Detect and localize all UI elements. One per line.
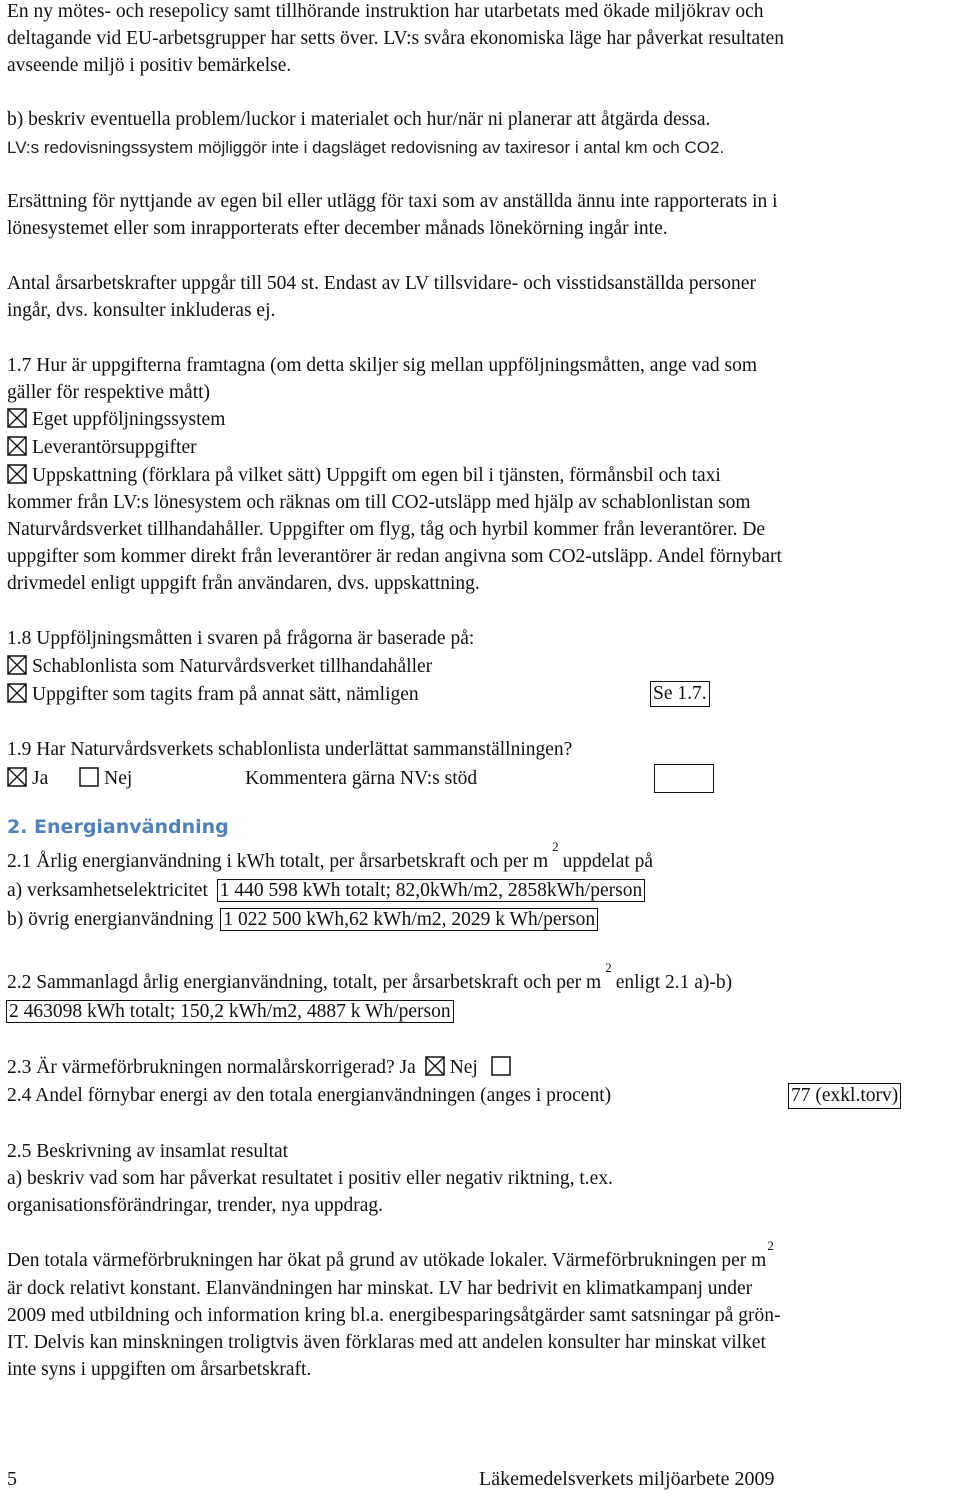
checkbox-checked-icon[interactable] bbox=[7, 408, 27, 428]
checkbox-checked-icon[interactable] bbox=[7, 767, 27, 787]
q24-text: 2.4 Andel förnybar energi av den totala energianvändningen (anges i procent) bbox=[7, 1085, 612, 1106]
q17-cont-2: Naturvårdsverket tillhandahåller. Uppgifter om flyg, tåg och hyrbil kommer från leverantörer. De bbox=[7, 519, 766, 540]
final-line-4: IT. Delvis kan minskningen troligtvis även förklaras med att andelen konsulter har minskat vilket bbox=[7, 1332, 766, 1353]
q22-line-1-text: 2.2 Sammanlagd årlig energianvändning, totalt, per årsarbetskraft och per m bbox=[7, 972, 602, 993]
answer-b-line: LV:s redovisningssystem möjliggör inte i dagsläget redovisning av taxiresor i antal km och CO2. bbox=[7, 138, 725, 157]
q22-line-1 bbox=[7, 960, 733, 996]
q21-b-value-field[interactable]: 1 022 500 kWh,62 kWh/m2, 2029 k Wh/person bbox=[220, 908, 598, 931]
q21-b-row bbox=[7, 908, 598, 932]
q21-line-1 bbox=[7, 839, 654, 875]
intro-line-3: avseende miljö i positiv bemärkelse. bbox=[7, 55, 292, 76]
checkbox-empty-icon[interactable] bbox=[79, 767, 99, 787]
final-line-1-text: Den totala värmeförbrukningen har ökat på grund av utökade lokaler. Värmeförbrukningen per m bbox=[7, 1250, 767, 1271]
final-line-5: inte syns i uppgiften om årsarbetskraft. bbox=[7, 1359, 312, 1380]
checkbox-checked-icon[interactable] bbox=[425, 1056, 445, 1076]
q17-line-2: gäller för respektive mått) bbox=[7, 382, 211, 403]
checkbox-checked-icon[interactable] bbox=[7, 655, 27, 675]
q17-option-3-label: Uppskattning (förklara på vilket sätt) Uppgift om egen bil i tjänsten, förmånsbil och taxi bbox=[32, 465, 721, 486]
q18-answer-field[interactable]: Se 1.7. bbox=[650, 681, 710, 707]
q22-value-row bbox=[7, 1000, 454, 1024]
footer-title: Läkemedelsverkets miljöarbete 2009 bbox=[479, 1468, 775, 1490]
antal-line-2: ingår, dvs. konsulter inkluderas ej. bbox=[7, 300, 276, 321]
final-line-1 bbox=[7, 1238, 778, 1274]
q23-nej-label: Nej bbox=[449, 1057, 478, 1078]
q19-nej-label: Nej bbox=[104, 768, 133, 789]
q19-comment-field[interactable] bbox=[654, 764, 714, 793]
q21-line-1-tail: uppdelat på bbox=[562, 851, 654, 872]
q25-line-2: a) beskriv vad som har påverkat resultatet i positiv eller negativ riktning, t.ex. bbox=[7, 1168, 613, 1189]
question-b-line: b) beskriv eventuella problem/luckor i materialet och hur/när ni planerar att åtgärda dessa. bbox=[7, 109, 711, 130]
q25-line-1: 2.5 Beskrivning av insamlat resultat bbox=[7, 1141, 289, 1162]
q17-cont-1: kommer från LV:s lönesystem och räknas om till CO2-utsläpp med hjälp av schablonlistan som bbox=[7, 492, 751, 513]
q17-line-1: 1.7 Hur är uppgifterna framtagna (om detta skiljer sig mellan uppföljningsmåtten, ange vad som bbox=[7, 355, 758, 376]
q18-line-1: 1.8 Uppföljningsmåtten i svaren på frågorna är baserade på: bbox=[7, 628, 475, 649]
intro-line-2: deltagande vid EU-arbetsgrupper har setts över. LV:s svåra ekonomiska läge har påverkat resultaten bbox=[7, 28, 785, 49]
q19-line-1: 1.9 Har Naturvårdsverkets schablonlista underlättat sammanställningen? bbox=[7, 739, 573, 760]
superscript-2: 2 bbox=[552, 839, 559, 854]
q17-cont-4: drivmedel enligt uppgift från användaren, dvs. uppskattning. bbox=[7, 573, 480, 594]
q18-option-1-label: Schablonlista som Naturvårdsverket tillhandahåller bbox=[32, 656, 433, 677]
q19-ja-label: Ja bbox=[32, 768, 49, 789]
q23-text: 2.3 Är värmeförbrukningen normalårskorrigerad? Ja bbox=[7, 1057, 416, 1078]
final-line-2: är dock relativt konstant. Elanvändningen har minskat. LV har bedrivit en klimatkampanj under bbox=[7, 1278, 753, 1299]
intro-line-1: En ny mötes- och resepolicy samt tillhörande instruktion har utarbetats med ökade miljökrav och bbox=[7, 1, 764, 22]
q22-value-field[interactable]: 2 463098 kWh totalt; 150,2 kWh/m2, 4887 k Wh/person bbox=[6, 1000, 454, 1023]
q17-option-1-label: Eget uppföljningssystem bbox=[32, 409, 226, 430]
q21-line-1-text: 2.1 Årlig energianvändning i kWh totalt, per årsarbetskraft och per m bbox=[7, 851, 549, 872]
q21-a-label: a) verksamhetselektricitet bbox=[7, 880, 208, 901]
q17-option-2 bbox=[7, 436, 197, 460]
ersattning-line-1: Ersättning för nyttjande av egen bil eller utlägg för taxi som av anställda ännu inte rapporterats in i bbox=[7, 191, 778, 212]
checkbox-checked-icon[interactable] bbox=[7, 683, 27, 703]
q17-option-1 bbox=[7, 408, 225, 432]
q18-option-1 bbox=[7, 655, 432, 679]
superscript-2: 2 bbox=[767, 1238, 774, 1253]
q21-b-label: b) övrig energianvändning bbox=[7, 909, 214, 930]
checkbox-checked-icon[interactable] bbox=[7, 464, 27, 484]
antal-line-1: Antal årsarbetskrafter uppgår till 504 st. Endast av LV tillsvidare- och visstidsanställda personer bbox=[7, 273, 756, 294]
q17-cont-3: uppgifter som kommer direkt från leverantörer är redan angivna som CO2-utsläpp. Andel förnybart bbox=[7, 546, 782, 567]
q21-a-row bbox=[7, 879, 645, 903]
checkbox-checked-icon[interactable] bbox=[7, 436, 27, 456]
q18-option-2-label: Uppgifter som tagits fram på annat sätt, nämligen bbox=[32, 684, 419, 705]
ersattning-line-2: lönesystemet eller som inrapporterats efter december månads lönekörning ingår inte. bbox=[7, 218, 668, 239]
q18-option-2 bbox=[7, 683, 419, 707]
q17-option-2-label: Leverantörsuppgifter bbox=[32, 437, 197, 458]
q25-line-3: organisationsförändringar, trender, nya uppdrag. bbox=[7, 1195, 384, 1216]
footer-page-number: 5 bbox=[7, 1468, 17, 1490]
q24-value-field[interactable]: 77 (exkl.torv) bbox=[788, 1083, 901, 1109]
final-line-3: 2009 med utbildning och information kring bl.a. energibesparingsåtgärder samt satsningar på grön- bbox=[7, 1305, 781, 1326]
q22-line-1-tail: enligt 2.1 a)-b) bbox=[615, 972, 733, 993]
q21-a-value-field[interactable]: 1 440 598 kWh totalt; 82,0kWh/m2, 2858kWh/person bbox=[217, 879, 645, 902]
checkbox-empty-icon[interactable] bbox=[491, 1056, 511, 1076]
q17-option-3 bbox=[7, 464, 721, 488]
superscript-2: 2 bbox=[605, 960, 612, 975]
q19-options bbox=[7, 767, 477, 791]
section-2-heading: 2. Energianvändning bbox=[7, 816, 229, 838]
q23-row bbox=[7, 1056, 516, 1080]
q19-comment-label: Kommentera gärna NV:s stöd bbox=[245, 768, 478, 789]
